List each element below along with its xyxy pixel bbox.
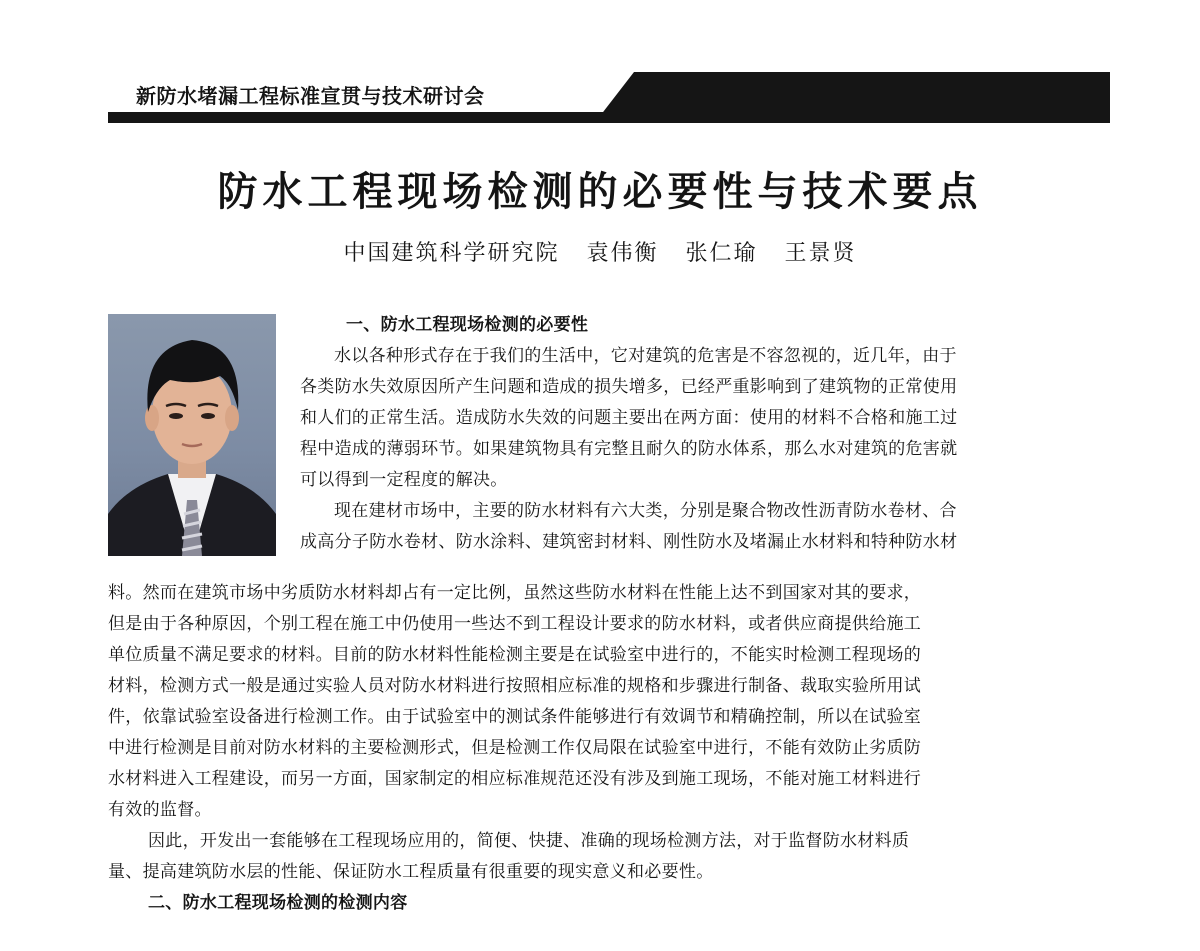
text-line: 中进行检测是目前对防水材料的主要检测形式，但是检测工作仅局限在试验室中进行，不能有效防止劣质防 <box>108 738 922 758</box>
text-line: 成高分子防水卷材、防水涂料、建筑密封材料、刚性防水及堵漏止水材料和特种防水材 <box>300 532 958 552</box>
text-line: 量、提高建筑防水层的性能、保证防水工程质量有很重要的现实意义和必要性。 <box>108 862 714 882</box>
wide-column <box>108 578 1110 919</box>
text-line: 程中造成的薄弱环节。如果建筑物具有完整且耐久的防水体系，那么水对建筑的危害就 <box>300 439 958 459</box>
text-line: 但是由于各种原因，个别工程在施工中仍使用一些达不到工程设计要求的防水材料，或者供应商提供给施工 <box>108 614 922 634</box>
section-heading: 一、防水工程现场检测的必要性 <box>346 315 589 335</box>
header-rule <box>108 112 1110 123</box>
text-line: 件，依靠试验室设备进行检测工作。由于试验室中的测试条件能够进行有效调节和精确控制，所以在试验室 <box>108 707 922 727</box>
text-line: 和人们的正常生活。造成防水失效的问题主要出在两方面：使用的材料不合格和施工过 <box>300 408 958 428</box>
text-line: 可以得到一定程度的解决。 <box>300 470 508 490</box>
portrait-drawing <box>108 314 276 556</box>
text-line: 材料，检测方式一般是通过实验人员对防水材料进行按照相应标准的规格和步骤进行制备、裁取实验所用试 <box>108 676 922 696</box>
text-line: 有效的监督。 <box>108 800 212 820</box>
text-line: 料。然而在建筑市场中劣质防水材料却占有一定比例，虽然这些防水材料在性能上达不到国家对其的要求， <box>108 583 922 603</box>
header-wedge <box>600 72 1110 116</box>
byline <box>0 236 1200 267</box>
text-line: 因此，开发出一套能够在工程现场应用的，简便、快捷、准确的现场检测方法，对于监督防水材料质 <box>148 831 910 851</box>
conference-title: 新防水堵漏工程标准宣贯与技术研讨会 <box>136 84 485 108</box>
author-name: 袁伟衡 <box>586 241 659 266</box>
author-name: 王景贤 <box>784 241 857 266</box>
paper-title: 防水工程现场检测的必要性与技术要点 <box>217 168 983 215</box>
text-line: 现在建材市场中，主要的防水材料有六大类，分别是聚合物改性沥青防水卷材、合 <box>334 501 957 521</box>
section-heading: 二、防水工程现场检测的检测内容 <box>148 893 408 913</box>
narrow-column <box>300 310 1110 558</box>
text-line: 水材料进入工程建设，而另一方面，国家制定的相应标准规范还没有涉及到施工现场，不能对施工材料进行 <box>108 769 922 789</box>
author-portrait <box>108 314 276 556</box>
author-name: 张仁瑜 <box>685 241 758 266</box>
text-line: 单位质量不满足要求的材料。目前的防水材料性能检测主要是在试验室中进行的，不能实时检测工程现场的 <box>108 645 922 665</box>
text-line: 各类防水失效原因所产生问题和造成的损失增多，已经严重影响到了建筑物的正常使用 <box>300 377 958 397</box>
text-line: 水以各种形式存在于我们的生活中，它对建筑的危害是不容忽视的，近几年，由于 <box>334 346 957 366</box>
affiliation: 中国建筑科学研究院 <box>343 241 560 266</box>
